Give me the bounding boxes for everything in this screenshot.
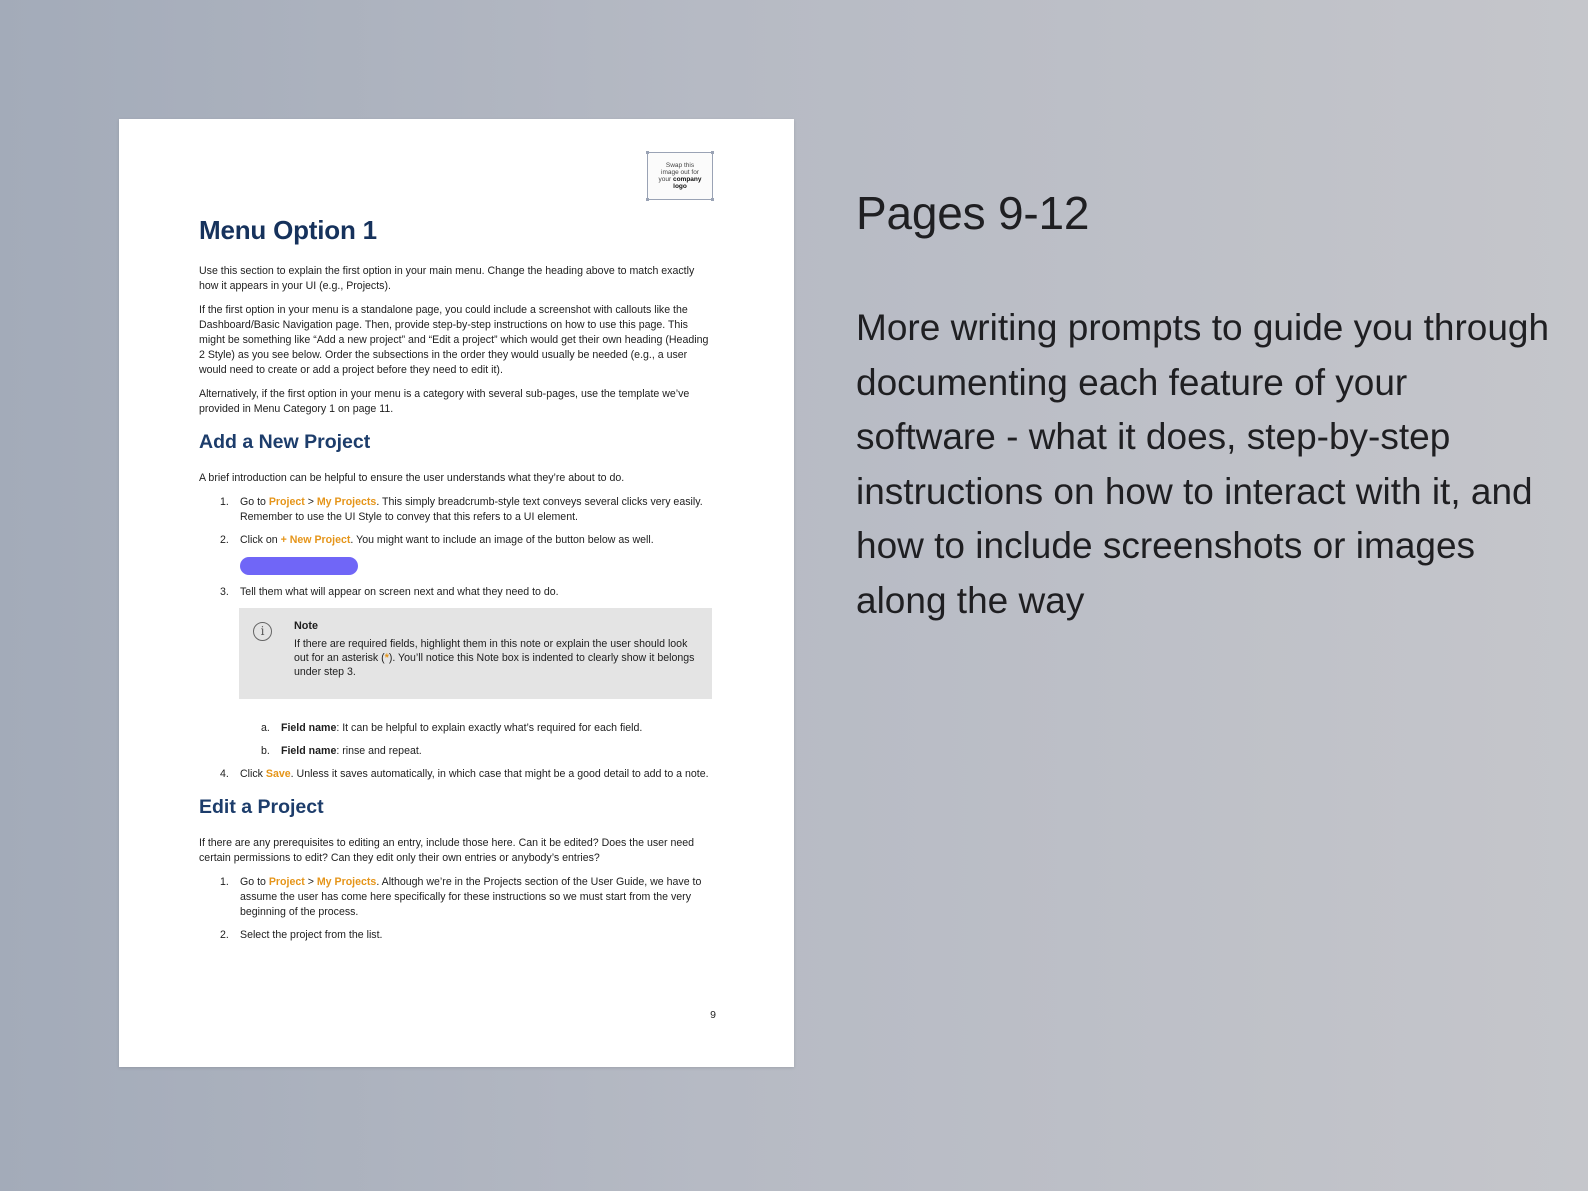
info-icon: i bbox=[253, 622, 272, 641]
note-title: Note bbox=[294, 620, 318, 632]
new-project-button-image bbox=[240, 557, 358, 575]
add-project-steps bbox=[199, 495, 715, 600]
intro-paragraph-2: If the first option in your menu is a standalone page, you could include a screenshot with callouts like the Dashboard/Basic Navigation page. Then, provide step-by-step instructions on how to use this page. This might be something like “Add a new project” and “Edit a project” which would get their own heading (Heading 2 Style) as you see below. Order the subsections in the order they would usually be needed (e.g., a user would need to create or add a project before they need to edit it). bbox=[199, 304, 709, 376]
add-project-steps-continued bbox=[199, 767, 715, 782]
side-title: Pages 9-12 bbox=[856, 187, 1090, 239]
ui-reference: My Projects bbox=[316, 496, 377, 508]
add-project-heading: Add a New Project bbox=[199, 431, 371, 453]
note-box bbox=[239, 608, 712, 699]
list-item: 1. Go to Project > My Projects. This simply breadcrumb-style text conveys several clicks very easily. Remember to use the UI Style to convey that this refers to a UI element. bbox=[220, 496, 703, 523]
ui-reference: Save bbox=[265, 768, 291, 780]
company-logo-placeholder bbox=[647, 152, 713, 200]
edit-project-intro: If there are any prerequisites to editing an entry, include those here. Can it be edited? Does the user need certain permissions to edit? Can they edit only their own entries or anybody’s entries? bbox=[199, 837, 695, 864]
list-item: 1. Go to Project > My Projects. Although we’re in the Projects section of the User Guide, we have to assume the user has come here specifically for these instructions so we must start from the very beginning of the process. bbox=[220, 876, 702, 918]
list-item: 2. Select the project from the list. bbox=[220, 929, 383, 941]
ui-reference: My Projects bbox=[316, 876, 377, 888]
edit-project-heading: Edit a Project bbox=[199, 796, 324, 818]
ui-reference: + New Project bbox=[280, 534, 351, 546]
ui-reference: Project bbox=[268, 876, 305, 888]
side-description: More writing prompts to guide you through documenting each feature of your software - what it does, step-by-step instructions on how to interact with it, and how to include screenshots or images along the way bbox=[856, 307, 1550, 621]
intro-paragraph-1: Use this section to explain the first option in your main menu. Change the heading above to match exactly how it appears in your UI (e.g., Projects). bbox=[199, 265, 695, 292]
note-body: If there are required fields, highlight them in this note or explain the user should look out for an asterisk (*). You’ll notice this Note box is indented to clearly show it belongs under step 3. bbox=[294, 638, 695, 678]
page-heading: Menu Option 1 bbox=[199, 215, 377, 245]
list-item: a. Field name: It can be helpful to explain exactly what’s required for each field. bbox=[261, 722, 643, 734]
list-item: 2. Click on + New Project. You might want to include an image of the button below as well. bbox=[199, 533, 715, 575]
list-item: 3. Tell them what will appear on screen next and what they need to do. bbox=[220, 586, 559, 598]
logo-placeholder-text: Swap this image out for your company logo bbox=[658, 162, 702, 190]
document-page bbox=[119, 119, 794, 1067]
add-project-intro: A brief introduction can be helpful to ensure the user understands what they’re about to do. bbox=[199, 472, 625, 484]
ui-reference: Project bbox=[268, 496, 305, 508]
document-content bbox=[199, 215, 715, 951]
page-number: 9 bbox=[710, 1009, 716, 1021]
field-substeps bbox=[199, 721, 715, 759]
list-item: 4. Click Save. Unless it saves automatically, in which case that might be a good detail to add to a note. bbox=[220, 768, 709, 780]
edit-project-steps bbox=[199, 875, 715, 943]
intro-paragraph-3: Alternatively, if the first option in your menu is a category with several sub-pages, use the template we’ve provided in Menu Category 1 on page 11. bbox=[199, 388, 690, 415]
list-item: b. Field name: rinse and repeat. bbox=[261, 745, 422, 757]
